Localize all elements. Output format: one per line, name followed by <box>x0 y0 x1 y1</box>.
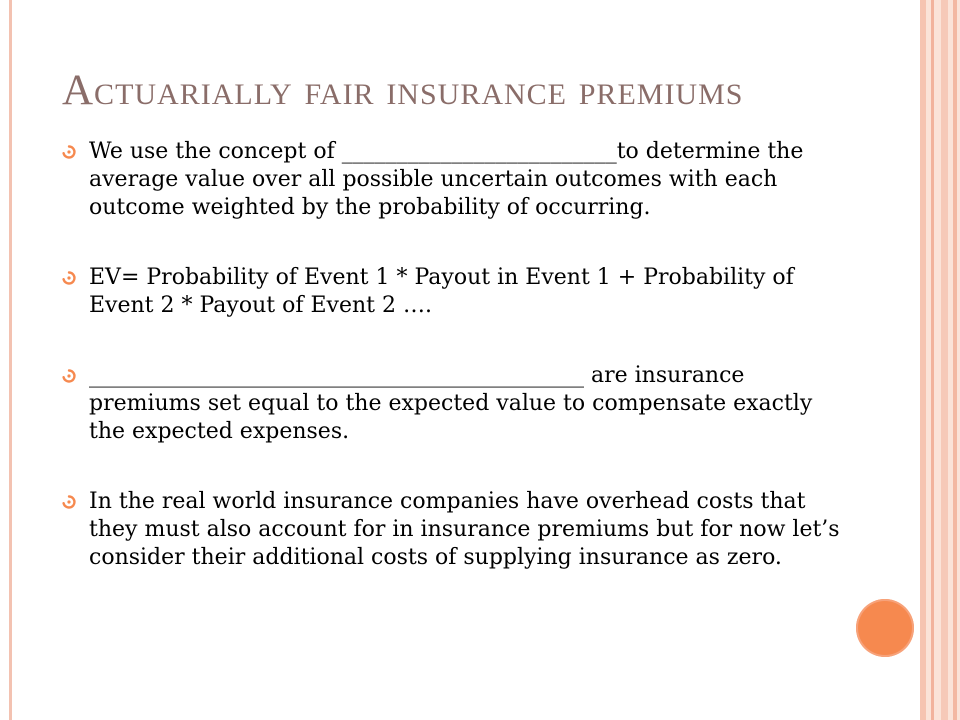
orange-circle-icon <box>856 599 914 657</box>
bullet-item <box>62 488 842 572</box>
bullet-text: In the real world insurance companies have overhead costs that they must also account for in insurance premiums but for now let’s consider their additional costs of supplying insurance as zero. <box>89 489 840 570</box>
slide-title: Actuarially fair insurance premiums <box>62 67 744 114</box>
swirl-bullet-icon <box>62 369 76 383</box>
right-stripe <box>931 0 934 720</box>
bullet-item <box>62 362 842 446</box>
bullet-text: EV= Probability of Event 1 * Payout in Event 1 + Probability of Event 2 * Payout of Event 2 …. <box>89 265 794 318</box>
bullet-list <box>62 138 842 572</box>
right-stripe <box>920 0 926 720</box>
bullet-item <box>62 264 842 320</box>
left-border <box>9 0 12 720</box>
bullet-text: _____________________________________________ are insurance premiums set equal to the expected value to compensate exactly the expected expenses. <box>89 363 813 444</box>
swirl-bullet-icon <box>62 145 76 159</box>
right-stripe <box>953 0 957 720</box>
right-stripe <box>941 0 948 720</box>
swirl-bullet-icon <box>62 495 76 509</box>
bullet-item <box>62 138 842 222</box>
bullet-text: We use the concept of _________________________to determine the average value over all possible uncertain outcomes with each outcome weighted by the probability of occurring. <box>89 139 804 220</box>
swirl-bullet-icon <box>62 271 76 285</box>
